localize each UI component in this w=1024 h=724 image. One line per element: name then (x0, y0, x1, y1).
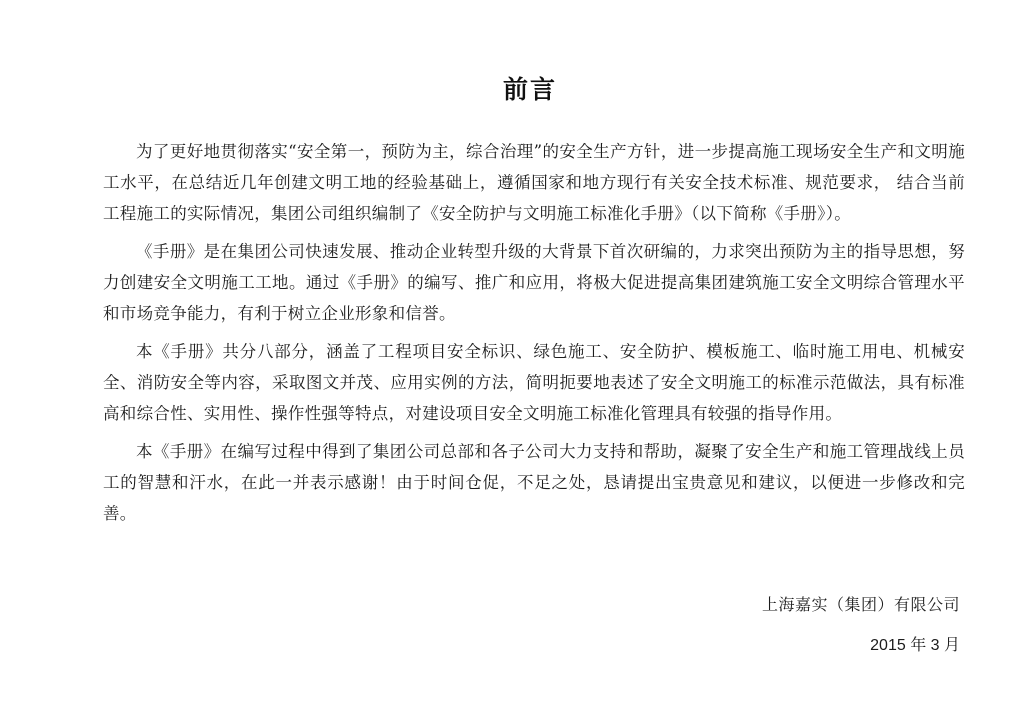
signature-date: 2015 年 3 月 (870, 637, 960, 654)
signature-company: 上海嘉实（集团）有限公司 (761, 595, 960, 614)
paragraph: 为了更好地贯彻落实“安全第一，预防为主，综合治理”的安全生产方针，进一步提高施工现场安全生产和文明施工水平，在总结近几年创建文明工地的经验基础上，遵循国家和地方现行有关安全技术标准、规范要求， 结合当前工程施工的实际情况，集团公司组织编制了《安全防护与文明施工标准化手册》（以下简称《手册》）。 (103, 142, 965, 223)
page-title: 前言 (502, 75, 557, 104)
document-body (103, 136, 965, 536)
paragraph: 《手册》是在集团公司快速发展、推动企业转型升级的大背景下首次研编的，力求突出预防为主的指导思想，努力创建安全文明施工工地。通过《手册》的编写、推广和应用，将极大促进提高集团建筑施工安全文明综合管理水平和市场竞争能力，有利于树立企业形象和信誉。 (103, 242, 965, 323)
paragraph: 本《手册》共分八部分，涵盖了工程项目安全标识、绿色施工、安全防护、模板施工、临时施工用电、机械安全、消防安全等内容，采取图文并茂、应用实例的方法，简明扼要地表述了安全文明施工的标准示范做法，具有标准高和综合性、实用性、操作性强等特点，对建设项目安全文明施工标准化管理具有较强的指导作用。 (103, 342, 965, 423)
paragraph: 本《手册》在编写过程中得到了集团公司总部和各子公司大力支持和帮助，凝聚了安全生产和施工管理战线上员工的智慧和汗水，在此一并表示感谢！由于时间仓促，不足之处，恳请提出宝贵意见和建议，以便进一步修改和完善。 (103, 442, 965, 523)
